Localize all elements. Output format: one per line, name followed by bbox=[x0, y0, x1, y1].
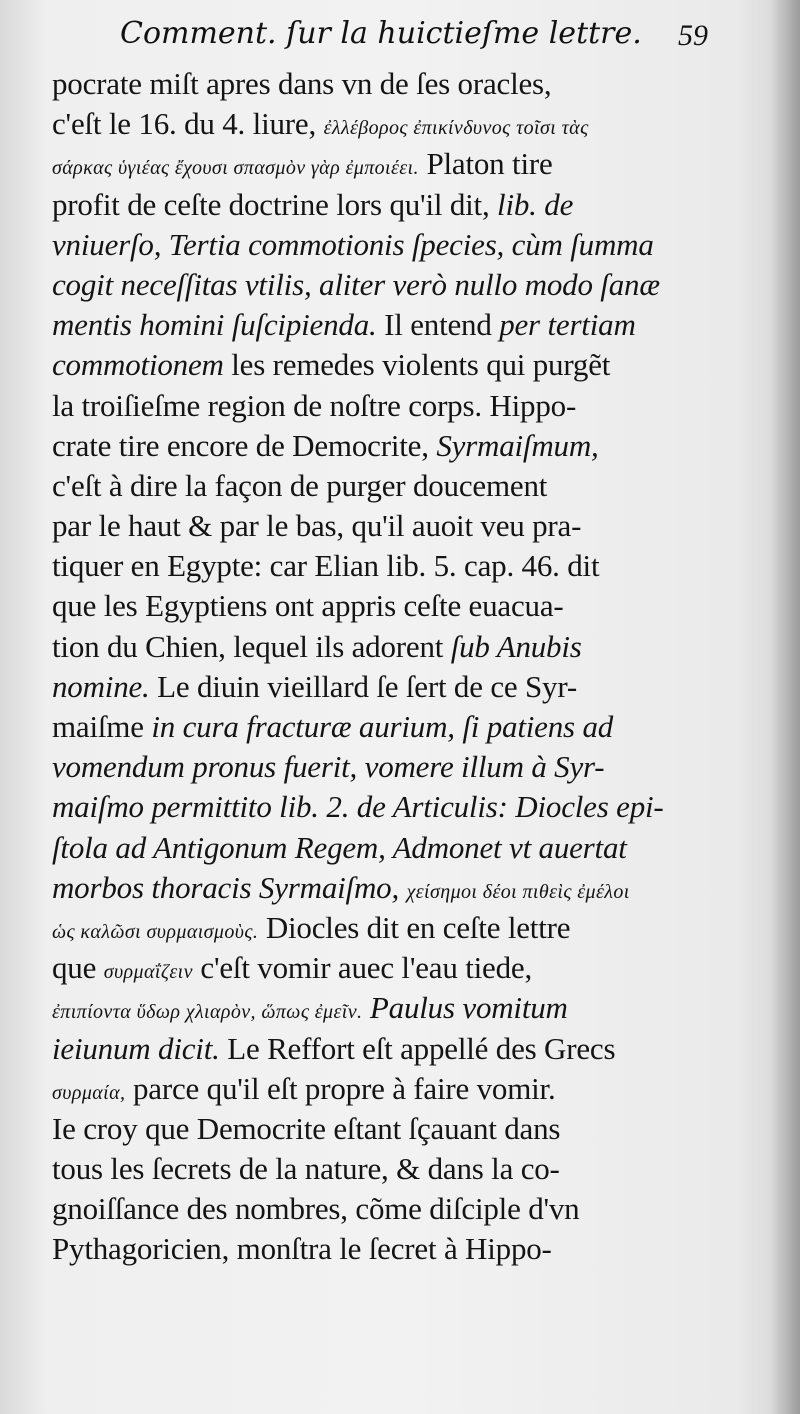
french-text: tous les ſecrets de la nature, & dans la co- bbox=[52, 1151, 560, 1187]
text-line bbox=[52, 948, 752, 988]
french-text: Ie croy que Democrite eſtant ſçauant dans bbox=[52, 1110, 561, 1146]
text-line bbox=[52, 627, 752, 667]
latin-italic-text: morbos thoracis Syrmaiſmo, bbox=[52, 869, 407, 905]
greek-text: συρμαία, bbox=[52, 1081, 126, 1104]
french-text: pocrate miſt apres dans vn de ſes oracles, bbox=[52, 66, 552, 101]
greek-text: ὡς καλῶσι συρμαισμοὺς. bbox=[52, 920, 259, 943]
french-text: gnoiſſance des nombres, cõme diſciple d'vn bbox=[52, 1191, 580, 1227]
french-text: Le diuin vieillard ſe ſert de ce Syr- bbox=[149, 668, 577, 704]
french-text: que les Egyptiens ont appris ceſte euacua- bbox=[52, 588, 564, 624]
text-line bbox=[52, 1189, 752, 1229]
french-text: profit de ceſte doctrine lors qu'il dit, bbox=[52, 186, 498, 222]
text-line bbox=[52, 345, 752, 385]
latin-italic-text: lib. de bbox=[497, 186, 574, 222]
french-text: Platon tire bbox=[418, 146, 553, 182]
latin-italic-text: nomine. bbox=[52, 668, 150, 704]
text-line bbox=[52, 506, 752, 546]
text-line bbox=[52, 707, 752, 747]
french-text: c'eſt à dire la façon de purger doucement bbox=[52, 467, 548, 503]
french-text: parce qu'il eſt propre à faire vomir. bbox=[125, 1070, 556, 1106]
text-line bbox=[52, 1109, 752, 1149]
french-text: Diocles dit en ceſte lettre bbox=[258, 909, 571, 945]
text-line bbox=[52, 1229, 752, 1269]
latin-italic-text: ſtola ad Antigonum Regem, Admonet vt auertat bbox=[52, 829, 627, 865]
text-line bbox=[52, 908, 752, 948]
french-text: tion du Chien, lequel ils adorent bbox=[52, 628, 451, 664]
latin-italic-text: in cura fracturæ aurium, ſi patiens ad bbox=[151, 709, 614, 744]
text-line bbox=[52, 667, 752, 707]
french-text: la troiſieſme region de noſtre corps. Hippo- bbox=[52, 387, 577, 423]
french-text: Pythagoricien, monſtra le ſecret à Hippo- bbox=[52, 1231, 552, 1267]
latin-italic-text: mentis homini ſuſcipienda. bbox=[52, 307, 377, 343]
text-line bbox=[52, 1149, 752, 1189]
latin-italic-text: per tertiam bbox=[499, 307, 636, 343]
text-line bbox=[52, 747, 752, 787]
text-line bbox=[52, 144, 752, 184]
text-line bbox=[52, 868, 752, 908]
latin-italic-text: vniuerſo, Tertia commotionis ſpecies, cùm ſumma bbox=[52, 226, 654, 262]
latin-italic-text: Syrmaiſmum, bbox=[436, 427, 599, 463]
greek-text: συρμαΐζειν bbox=[103, 961, 193, 984]
greek-text: ἐλλέβορος ἐπικίνδυνος τοῖσι τὰς bbox=[323, 117, 589, 140]
greek-text: ἐπιπίοντα ὕδωρ χλιαρὸν, ὥπως ἐμεῖν. bbox=[52, 1001, 363, 1024]
french-text: que bbox=[52, 950, 104, 986]
french-text: Le Reffort eſt appellé des Grecs bbox=[219, 1030, 616, 1066]
text-line bbox=[52, 265, 752, 305]
text-line bbox=[52, 787, 752, 827]
text-line bbox=[52, 386, 752, 426]
text-line bbox=[52, 828, 752, 868]
text-line bbox=[52, 426, 752, 466]
french-text: crate tire encore de Democrite, bbox=[52, 427, 437, 463]
page-number: 59 bbox=[678, 19, 708, 52]
text-line bbox=[52, 546, 752, 586]
latin-italic-text: ieiunum dicit. bbox=[52, 1030, 220, 1066]
latin-italic-text: ſub Anubis bbox=[450, 628, 582, 664]
text-line bbox=[52, 64, 752, 104]
latin-italic-text: cogit neceſſitas vtilis, aliter verò nullo modo ſanæ bbox=[52, 266, 660, 302]
text-line bbox=[52, 988, 752, 1028]
latin-italic-text: maiſmo permittito lib. 2. de Articulis: Diocles epi- bbox=[52, 789, 664, 825]
text-line bbox=[52, 1029, 752, 1069]
french-text: les remedes violents qui purgẽt bbox=[223, 347, 611, 383]
french-text: Il entend bbox=[376, 307, 500, 343]
latin-italic-text: commotionem bbox=[52, 347, 224, 383]
french-text: maiſme bbox=[52, 709, 152, 744]
greek-text: σάρκας ὑγιέας ἔχουσι σπασμὸν γὰρ ἐμποιέει. bbox=[52, 157, 419, 180]
text-line bbox=[52, 185, 752, 225]
latin-italic-text: vomendum pronus fuerit, vomere illum à Syr- bbox=[52, 749, 605, 785]
text-line bbox=[52, 1069, 752, 1109]
french-text: c'eſt vomir auec l'eau tiede, bbox=[192, 950, 532, 986]
french-text: par le haut & par le bas, qu'il auoit veu pra- bbox=[52, 508, 582, 544]
text-line bbox=[52, 104, 752, 144]
running-head: Comment. ſur la huictieſme lettre. bbox=[120, 16, 642, 51]
french-text: tiquer en Egypte: car Elian lib. 5. cap. 46. dit bbox=[52, 548, 600, 584]
text-line bbox=[52, 586, 752, 626]
text-line bbox=[52, 466, 752, 506]
greek-text: χείσημοι δέοι πιθεὶς ἐμέλοι bbox=[406, 880, 630, 903]
text-line bbox=[52, 305, 752, 345]
latin-italic-text: Paulus vomitum bbox=[362, 990, 568, 1026]
body-text bbox=[52, 64, 752, 1384]
spine-shadow bbox=[770, 0, 800, 1414]
text-line bbox=[52, 225, 752, 265]
french-text: c'eſt le 16. du 4. liure, bbox=[52, 106, 324, 142]
